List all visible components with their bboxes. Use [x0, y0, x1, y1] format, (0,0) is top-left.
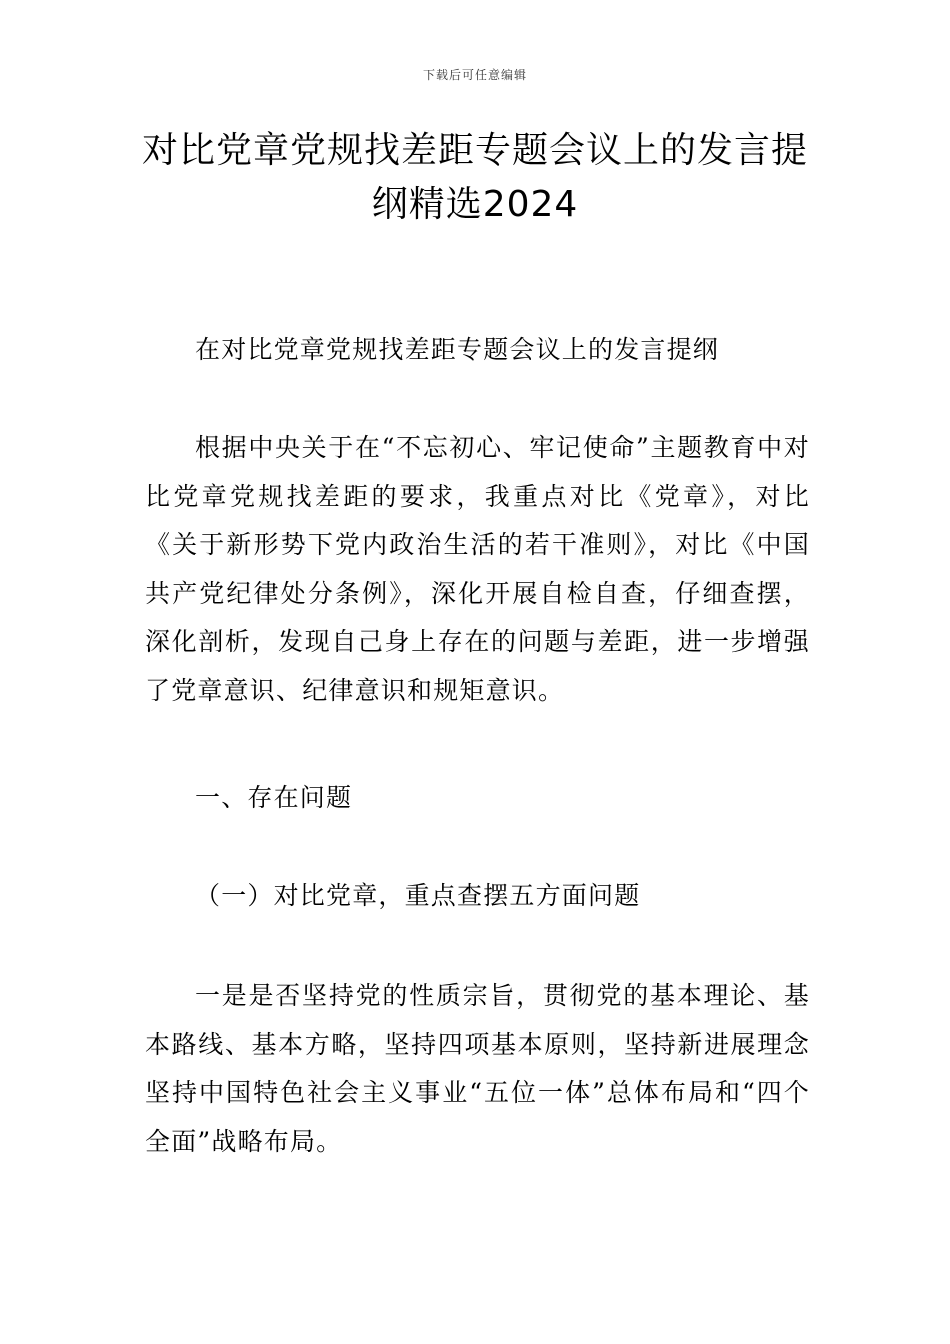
document-subtitle: 在对比党章党规找差距专题会议上的发言提纲	[195, 335, 720, 364]
section-heading-problems: 一、存在问题	[195, 783, 353, 812]
header-note: 下载后可任意编辑	[422, 68, 527, 82]
subsection-heading-party-constitution: （一）对比党章，重点查摆五方面问题	[195, 881, 641, 910]
point-one-paragraph: 一是是否坚持党的性质宗旨，贯彻党的基本理论、基本路线、基本方略，坚持四项基本原则，坚持新进展理念坚持中国特色社会主义事业“五位一体”总体布局和“四个全面”战略布局。	[145, 981, 810, 1156]
document-title: 对比党章党规找差距专题会议上的发言提纲精选2024	[141, 130, 808, 225]
intro-paragraph: 根据中央关于在“不忘初心、牢记使命”主题教育中对比党章党规找差距的要求，我重点对比《党章》，对比《关于新形势下党内政治生活的若干准则》，对比《中国共产党纪律处分条例》，深化开展自检自查，仔细查摆，深化剖析，发现自己身上存在的问题与差距，进一步增强了党章意识、纪律意识和规矩意识。	[145, 433, 810, 705]
